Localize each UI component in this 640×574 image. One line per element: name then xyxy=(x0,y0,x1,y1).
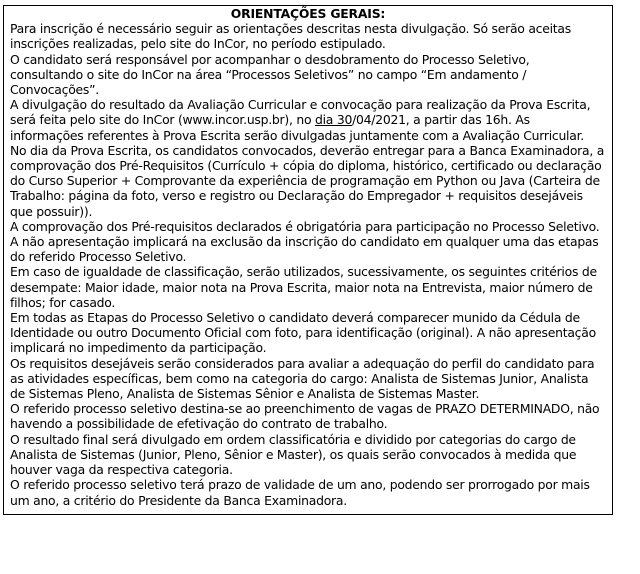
document-body xyxy=(3,5,613,515)
paragraph-acompanhamento: O candidato será responsável por acompanhar o desdobramento do Processo Seletivo, consultando o site do InCor na área “Processos Seletivos” no campo “Em andamento / Convocações”. xyxy=(10,51,530,98)
underlined-date-text: dia 30 xyxy=(314,112,353,128)
paragraph-comprovacao: A comprovação dos Pré-requisitos declarados é obrigatória para participação no Processo Seletivo. xyxy=(10,218,600,234)
paragraph-validade: O referido processo seletivo terá prazo de validade de um ano, podendo ser prorrogado por mais um ano, a critério do Presidente da Banca Examinadora. xyxy=(10,477,590,508)
paragraph-divulgacao-start: A divulgação do resultado da Avaliação Curricular e convocação para realização da Prova Escrita, será feita pelo site do InCor (www.incor.usp.br), no xyxy=(10,97,591,128)
paragraph-desempate: Em caso de igualdade de classificação, serão utilizados, sucessivamente, os seguintes critérios de desempate: Maior idade, maior nota na Prova Escrita, maior nota na Entrevista, maior número de filhos; for casado. xyxy=(10,264,597,310)
document-title: ORIENTAÇÕES GERAIS: xyxy=(230,6,386,21)
paragraph-divulgacao xyxy=(10,97,606,143)
paragraph-requisitos-desejaveis: Os requisitos desejáveis serão considerados para avaliar a adequação do perfil do candidato para as atividades específicas, bem como na categoria do cargo: Analista de Sistemas Junior, Analista de Sistemas Pleno, Analista de Sistemas Sênior e Analista de Sistemas Master. xyxy=(10,355,595,402)
paragraph-divulgacao-end: /04/2021, a partir das 16h. As informações referentes à Prova Escrita serão divulgadas juntamente com a Avaliação Curricular. xyxy=(10,112,584,143)
paragraph-identificacao: Em todas as Etapas do Processo Seletivo o candidato deverá comparecer munido da Cédula de Identidade ou outro Documento Oficial com foto, para identificação (original). A não apresentação implicará no impedimento da participação. xyxy=(10,310,596,356)
paragraph-prazo-determinado: O referido processo seletivo destina-se ao preenchimento de vagas de PRAZO DETERMINADO, não havendo a possibilidade de efetivação do contrato de trabalho. xyxy=(10,401,600,432)
paragraph-resultado-final: O resultado final será divulgado em ordem classificatória e dividido por categorias do cargo de Analista de Sistemas (Junior, Pleno, Sênior e Master), os quais serão convocados à medida que houver vaga da respectiva categoria. xyxy=(10,431,577,478)
paragraph-inscricao: Para inscrição é necessário seguir as orientações descritas nesta divulgação. Só serão aceitas inscrições realizadas, pelo site do InCor, no período estipulado. xyxy=(10,21,571,52)
paragraph-prova-escrita: No dia da Prova Escrita, os candidatos convocados, deverão entregar para a Banca Examinadora, a comprovação dos Pré-Requisitos (Currículo + cópia do diploma, histórico, certificado ou declaração do Curso Superior + Comprovante da experiência de programação em Python ou Java (Carteira de Trabalho: página da foto, verso e registro ou Declaração do Empregador + requisitos desejáveis que possuir)). xyxy=(10,142,605,219)
paragraph-nao-apresentacao: A não apresentação implicará na exclusão da inscrição do candidato em qualquer uma das etapas do referido Processo Seletivo. xyxy=(10,234,599,265)
